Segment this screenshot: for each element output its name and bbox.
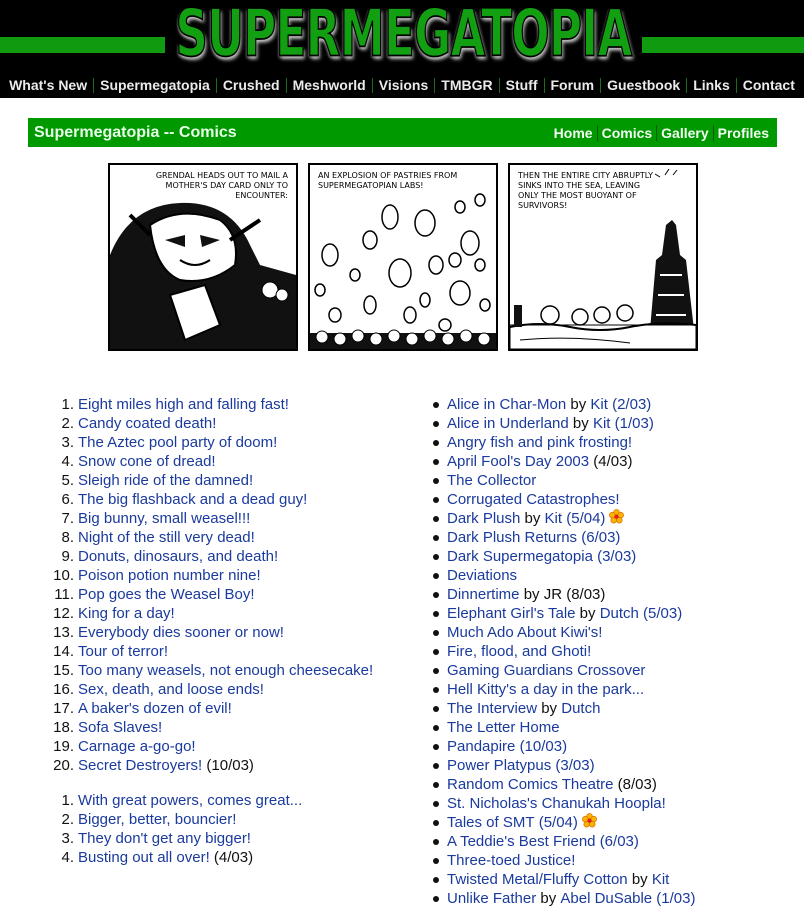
nav-tmbgr[interactable]: TMBGR [441, 77, 493, 93]
comic-link[interactable]: Elephant Girl's Tale [447, 605, 576, 622]
comic-link[interactable]: Dark Plush Returns [447, 529, 578, 546]
comic-link[interactable]: Sleigh ride of the damned! [78, 472, 254, 489]
comic-date: (4/03) [213, 849, 254, 866]
item-number: 8. [61, 529, 74, 546]
section-nav-profiles[interactable]: Profiles [717, 124, 769, 141]
nav-guestbook[interactable]: Guestbook [607, 77, 681, 93]
comic-link[interactable]: April Fool's Day 2003 [447, 453, 590, 470]
bullet-icon [428, 547, 447, 566]
section-header-bar [28, 118, 777, 147]
item-number: 6. [61, 491, 74, 508]
section-nav-gallery[interactable]: Gallery [661, 124, 709, 141]
bullet-icon [428, 813, 447, 832]
item-number: 4. [61, 453, 74, 470]
new-flower-icon [609, 509, 624, 524]
comic-panel-3 [508, 163, 698, 351]
list-item [48, 661, 418, 680]
list-item [48, 829, 418, 848]
list-item [428, 395, 798, 414]
author-link[interactable]: Kit [651, 871, 670, 888]
nav-visions[interactable]: Visions [378, 77, 429, 93]
list-item [428, 737, 798, 756]
list-item [428, 547, 798, 566]
item-number: 15. [53, 662, 74, 679]
comic-link[interactable]: Deviations [447, 567, 518, 584]
item-number: 16. [53, 681, 74, 698]
comic-link[interactable]: The Aztec pool party of doom! [78, 434, 278, 451]
list-item [48, 528, 418, 547]
comic-link[interactable]: Twisted Metal/Fluffy Cotton [447, 871, 628, 888]
header-green-bar-right [642, 37, 804, 53]
bullet-icon [428, 604, 447, 623]
comic-date-link[interactable]: (5/04) [566, 510, 606, 527]
by-label: by [524, 510, 541, 527]
list-item [428, 414, 798, 433]
section-nav-comics[interactable]: Comics [601, 124, 653, 141]
comic-link[interactable]: Alice in Underland [447, 415, 569, 432]
item-number: 4. [61, 849, 74, 866]
comic-link[interactable]: Tales of SMT [447, 814, 535, 831]
bullet-icon [428, 528, 447, 547]
bullet-icon [428, 585, 447, 604]
list-item [48, 791, 418, 810]
comic-link[interactable]: Everybody dies sooner or now! [78, 624, 284, 641]
bullet-icon [428, 661, 447, 680]
nav-meshworld[interactable]: Meshworld [292, 77, 366, 93]
comic-strip[interactable] [108, 163, 698, 353]
item-number: 9. [61, 548, 74, 565]
by-label: by [631, 871, 648, 888]
comic-link[interactable]: Poison potion number nine! [78, 567, 261, 584]
comic-link[interactable]: Pandapire [447, 738, 516, 755]
comic-panel-2 [308, 163, 498, 351]
new-flower-icon [582, 813, 597, 828]
item-number: 3. [61, 830, 74, 847]
list-item [428, 889, 798, 908]
top-nav [0, 77, 804, 93]
list-item [428, 794, 798, 813]
bullet-icon [428, 889, 447, 908]
item-number: 5. [61, 472, 74, 489]
author-link[interactable]: Abel DuSable [560, 890, 653, 907]
item-number: 7. [61, 510, 74, 527]
list-item [48, 414, 418, 433]
list-item [48, 810, 418, 829]
list-item [428, 585, 798, 604]
list-item [428, 661, 798, 680]
item-number: 14. [53, 643, 74, 660]
comic-link[interactable]: Sofa Slaves! [78, 719, 163, 736]
list-item [428, 718, 798, 737]
comic-link[interactable]: With great powers, comes great... [78, 792, 303, 809]
section-nav-home[interactable]: Home [553, 124, 593, 141]
author-link[interactable]: Dutch [599, 605, 639, 622]
bullet-icon [428, 680, 447, 699]
comic-date: (4/03) [593, 453, 633, 470]
comic-link[interactable]: St. Nicholas's Chanukah Hoopla! [447, 795, 666, 812]
panel-caption: AN EXPLOSION OF PASTRIES FROM SUPERMEGATOPIAN LABS! [318, 171, 458, 190]
bullet-icon [428, 509, 447, 528]
item-number: 1. [61, 396, 74, 413]
comic-link[interactable]: Night of the still very dead! [78, 529, 255, 546]
list-item [48, 848, 418, 867]
site-header [0, 0, 804, 98]
panel-caption: THEN THE ENTIRE CITY ABRUPTLY SINKS INTO THE SEA, LEAVING ONLY THE MOST BUOYANT OF SURVIVORS! [518, 171, 654, 210]
comic-link[interactable]: Gaming Guardians Crossover [447, 662, 646, 679]
section-title: Supermegatopia -- Comics [34, 123, 237, 141]
comic-date-link[interactable]: (3/03) [597, 548, 637, 565]
bullet-icon [428, 870, 447, 889]
list-item [428, 775, 798, 794]
comic-link[interactable]: The Collector [447, 472, 537, 489]
comic-link[interactable]: Sex, death, and loose ends! [78, 681, 264, 698]
list-item [48, 433, 418, 452]
list-item [48, 490, 418, 509]
list-item [428, 528, 798, 547]
list-item [48, 509, 418, 528]
comic-link[interactable]: Much Ado About Kiwi's! [447, 624, 603, 641]
comic-link[interactable]: Hell Kitty's a day in the park... [447, 681, 645, 698]
item-number: 20. [53, 757, 74, 774]
bullet-icon [428, 851, 447, 870]
comic-link[interactable]: Dark Supermegatopia [447, 548, 593, 565]
item-number: 17. [53, 700, 74, 717]
comic-date-link[interactable]: (6/03) [581, 529, 621, 546]
comic-link[interactable]: Candy coated death! [78, 415, 217, 432]
list-item [428, 471, 798, 490]
item-number: 18. [53, 719, 74, 736]
author-link[interactable]: Kit [590, 396, 608, 413]
comic-link[interactable]: Alice in Char-Mon [447, 396, 567, 413]
item-number: 10. [53, 567, 74, 584]
comic-date-link[interactable]: (3/03) [555, 757, 595, 774]
list-item [48, 547, 418, 566]
list-item [48, 395, 418, 414]
item-number: 19. [53, 738, 74, 755]
item-number: 1. [61, 792, 74, 809]
comic-link[interactable]: Bigger, better, bouncier! [78, 811, 237, 828]
list-item [48, 471, 418, 490]
comic-link[interactable]: Three-toed Justice! [447, 852, 576, 869]
list-item [48, 718, 418, 737]
item-number: 3. [61, 434, 74, 451]
list-item [428, 604, 798, 623]
comic-link[interactable]: Busting out all over! [78, 849, 210, 866]
comic-link[interactable]: Secret Destroyers! [78, 757, 203, 774]
comic-link[interactable]: A Teddie's Best Friend [447, 833, 596, 850]
bullet-icon [428, 642, 447, 661]
author-link[interactable]: Dutch [561, 700, 601, 717]
site-logo[interactable]: SUPERMEGATOPIA [175, 0, 632, 72]
nav-stuff[interactable]: Stuff [505, 77, 538, 93]
comic-link[interactable]: Unlike Father [447, 890, 537, 907]
comic-link[interactable]: Corrugated Catastrophes! [447, 491, 620, 508]
by-label: by [572, 415, 589, 432]
comic-link[interactable]: Too many weasels, not enough cheesecake! [78, 662, 374, 679]
item-number: 2. [61, 415, 74, 432]
list-item [48, 452, 418, 471]
bullet-icon [428, 395, 447, 414]
comic-link[interactable]: Random Comics Theatre [447, 776, 614, 793]
comic-link[interactable]: Fire, flood, and Ghoti! [447, 643, 592, 660]
list-item [428, 452, 798, 471]
comic-link[interactable]: Power Platypus [447, 757, 552, 774]
item-number: 2. [61, 811, 74, 828]
author-link[interactable]: Kit [592, 415, 611, 432]
comic-link[interactable]: Dinnertime [447, 586, 520, 603]
list-item [48, 756, 418, 775]
by-label: by [541, 700, 558, 717]
item-number: 12. [53, 605, 74, 622]
list-item [428, 433, 798, 452]
bullet-icon [428, 414, 447, 433]
bullet-icon [428, 775, 447, 794]
list-item [428, 832, 798, 851]
by-label: by [570, 396, 587, 413]
item-number: 11. [54, 586, 74, 603]
pastries-illustration [310, 165, 496, 349]
bullet-icon [428, 452, 447, 471]
list-item [428, 870, 798, 889]
bullet-icon [428, 623, 447, 642]
comic-link[interactable]: Eight miles high and falling fast! [78, 396, 289, 413]
bullet-icon [428, 566, 447, 585]
comic-panel-1 [108, 163, 298, 351]
bullet-icon [428, 699, 447, 718]
comic-link[interactable]: Tour of terror! [78, 643, 169, 660]
list-item [48, 737, 418, 756]
comic-link[interactable]: The Letter Home [447, 719, 560, 736]
main-series-list [48, 395, 418, 775]
list-item [428, 680, 798, 699]
comic-link[interactable]: Pop goes the Weasel Boy! [78, 586, 255, 603]
list-item [48, 699, 418, 718]
comic-date-link[interactable]: (1/03) [614, 415, 654, 432]
nav-whats-new[interactable]: What's New [9, 77, 88, 93]
second-series-list [48, 791, 418, 867]
nav-crushed[interactable]: Crushed [222, 77, 280, 93]
bullet-icon [428, 471, 447, 490]
comic-link[interactable]: The big flashback and a dead guy! [78, 491, 308, 508]
bullet-icon [428, 756, 447, 775]
header-green-bar-left [0, 37, 165, 53]
nav-contact[interactable]: Contact [742, 77, 795, 93]
item-number: 13. [53, 624, 74, 641]
list-item [48, 623, 418, 642]
bullet-icon [428, 794, 447, 813]
nav-forum[interactable]: Forum [550, 77, 595, 93]
bullet-icon [428, 490, 447, 509]
comic-link[interactable]: King for a day! [78, 605, 175, 622]
list-item [48, 604, 418, 623]
list-item [428, 490, 798, 509]
comic-date: (8/03) [617, 776, 657, 793]
list-item [428, 851, 798, 870]
comic-link[interactable]: Dark Plush [447, 510, 521, 527]
list-item [48, 585, 418, 604]
main-series-column [48, 395, 418, 867]
by-label: by [579, 605, 596, 622]
comic-link[interactable]: A baker's dozen of evil! [78, 700, 232, 717]
comic-link[interactable]: Donuts, dinosaurs, and death! [78, 548, 279, 565]
comic-date-link[interactable]: (1/03) [656, 890, 696, 907]
comic-link[interactable]: Carnage a-go-go! [78, 738, 196, 755]
section-nav [550, 125, 777, 141]
comic-link[interactable]: The Interview [447, 700, 538, 717]
bullet-icon [428, 433, 447, 452]
side-stories-column [428, 395, 798, 908]
list-item [48, 680, 418, 699]
comic-date-link[interactable]: (6/03) [599, 833, 639, 850]
panel-caption: GRENDAL HEADS OUT TO MAIL A MOTHER'S DAY CARD ONLY TO ENCOUNTER: [155, 171, 288, 200]
comic-date-link[interactable]: (5/03) [643, 605, 683, 622]
comic-date: (10/03) [206, 757, 254, 774]
comic-link[interactable]: Snow cone of dread! [78, 453, 216, 470]
author-link[interactable]: Kit [544, 510, 563, 527]
list-item [428, 623, 798, 642]
comic-link[interactable]: Big bunny, small weasel!!! [78, 510, 251, 527]
comic-date-link[interactable]: (2/03) [612, 396, 652, 413]
side-stories-list [428, 395, 798, 908]
list-item [428, 642, 798, 661]
bullet-icon [428, 718, 447, 737]
comic-date: by JR (8/03) [523, 586, 606, 603]
list-item [48, 642, 418, 661]
by-label: by [540, 890, 557, 907]
comic-link[interactable]: Angry fish and pink frosting! [447, 434, 633, 451]
bullet-icon [428, 737, 447, 756]
list-item [428, 566, 798, 585]
list-item [428, 699, 798, 718]
list-item [48, 566, 418, 585]
comic-date-link[interactable]: (5/04) [538, 814, 578, 831]
bullet-icon [428, 832, 447, 851]
list-item [428, 756, 798, 775]
list-item [428, 813, 798, 832]
list-item [428, 509, 798, 528]
comic-date-link[interactable]: (10/03) [519, 738, 568, 755]
nav-links[interactable]: Links [693, 77, 730, 93]
nav-supermegatopia[interactable]: Supermegatopia [100, 77, 210, 93]
comic-link[interactable]: They don't get any bigger! [78, 830, 251, 847]
